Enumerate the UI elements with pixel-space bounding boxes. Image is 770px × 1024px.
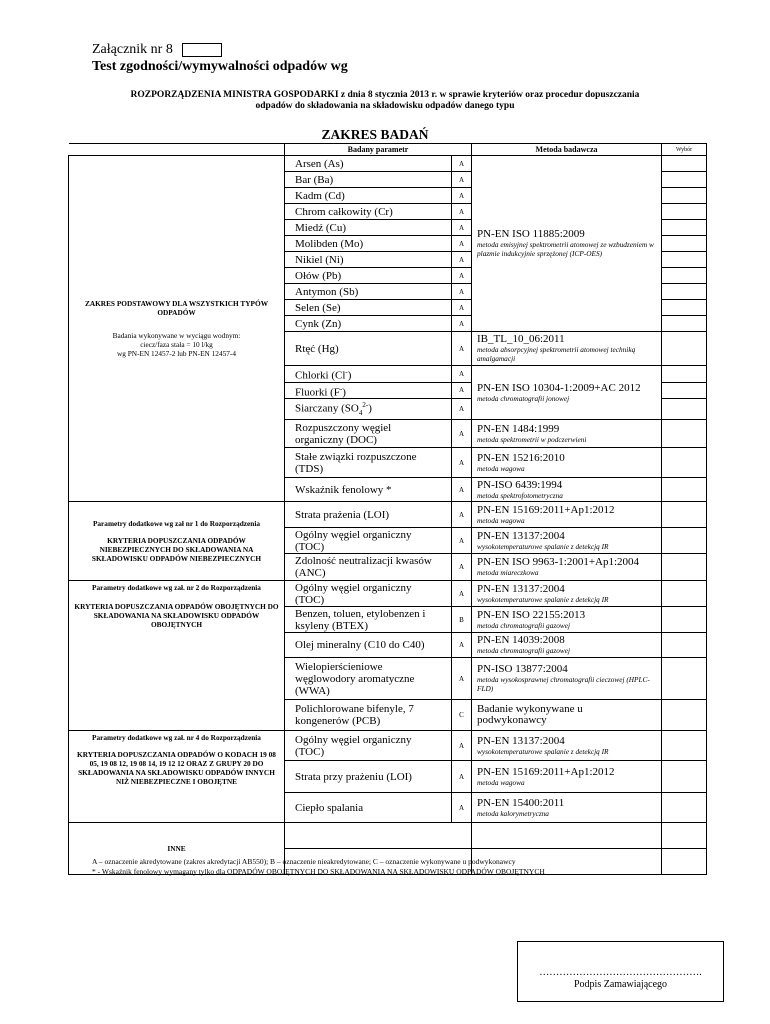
section-hazardous-title: KRYTERIA DOPUSZCZANIA ODPADÓW NIEBEZPIECZNYCH DO SKŁADOWANIA NA SKŁADOWISKU ODPADÓW NIEBEZPIECZNYCH	[91, 536, 262, 564]
code-cell: A	[452, 633, 472, 658]
select-cell[interactable]	[662, 581, 707, 607]
regulation-line-1: ROZPORZĄDZENIA MINISTRA GOSPODARKI z dnia 8 stycznia 2013 r. w sprawie kryteriów oraz procedur dopuszczania	[130, 90, 640, 100]
code-cell: A	[452, 554, 472, 581]
header-empty-cell	[69, 144, 285, 156]
method-cell-anions	[472, 366, 662, 420]
code-cell: A	[452, 382, 472, 399]
code-cell: A	[452, 236, 472, 252]
select-cell[interactable]	[662, 172, 707, 188]
param-cell: Siarczany $(SO_4^{2-})$	[285, 399, 452, 420]
section-other-than-hazardous	[69, 731, 285, 823]
section-basic-note-3: wg PN-EN 12457-2 lub PN-EN 12457-4	[117, 349, 236, 359]
method-cell: PN-EN 13137:2004 wysokotemperaturowe spalanie z detekcją IR	[472, 581, 662, 607]
method-cell: PN-EN 13137:2004 wysokotemperaturowe spalanie z detekcją IR	[472, 731, 662, 761]
col-header-method: Metoda badawcza	[472, 144, 662, 156]
method-cell: Badanie wykonywane u podwykonawcy	[472, 700, 662, 731]
select-cell[interactable]	[662, 502, 707, 528]
section-basic-note-1: Badania wykonywane w wyciągu wodnym:	[112, 331, 241, 341]
signature-line: ………………………………………….	[539, 967, 702, 978]
col-header-param: Badany parametr	[285, 144, 472, 156]
code-cell: A	[452, 204, 472, 220]
document-title: Test zgodności/wymywalności odpadów wg	[92, 59, 348, 74]
code-cell: A	[452, 731, 472, 761]
select-cell[interactable]	[662, 366, 707, 383]
param-cell: Molibden (Mo)	[285, 236, 452, 252]
param-cell: Chlorki (Cl-)	[285, 366, 452, 383]
code-cell: A	[452, 420, 472, 448]
param-cell: Ogólny węgiel organiczny (TOC)	[285, 731, 452, 761]
param-cell: Benzen, toluen, etylobenzen i ksyleny (BTEX)	[285, 607, 452, 633]
code-cell: A	[452, 300, 472, 316]
method-desc: metoda absorpcyjnej spektrometrii atomowej techniką amalgamacji	[477, 345, 636, 363]
code-cell: A	[452, 268, 472, 284]
method-cell: PN-EN ISO 9963-1:2001+Ap1:2004 metoda miareczkowa	[472, 554, 662, 581]
code-cell: A	[452, 188, 472, 204]
section-inert	[69, 581, 285, 731]
select-cell[interactable]	[662, 399, 707, 420]
code-cell: A	[452, 478, 472, 502]
select-cell[interactable]	[662, 823, 707, 849]
param-cell: Miedź (Cu)	[285, 220, 452, 236]
regulation-heading	[60, 90, 710, 112]
select-cell[interactable]	[662, 849, 707, 875]
select-cell[interactable]	[662, 382, 707, 399]
select-cell[interactable]	[662, 156, 707, 172]
select-cell[interactable]	[662, 528, 707, 554]
code-cell: A	[452, 581, 472, 607]
param-cell: Chrom całkowity (Cr)	[285, 204, 452, 220]
code-cell: A	[452, 658, 472, 700]
param-cell: Olej mineralny (C10 do C40)	[285, 633, 452, 658]
select-cell[interactable]	[662, 478, 707, 502]
method-norm: PN-EN ISO 11885:2009	[477, 228, 585, 240]
param-cell: Stałe związki rozpuszczone (TDS)	[285, 448, 452, 478]
param-cell: Arsen (As)	[285, 156, 452, 172]
code-cell: A	[452, 502, 472, 528]
section-other-label: INNE	[167, 844, 186, 854]
code-cell: A	[452, 793, 472, 823]
param-cell: Polichlorowane bifenyle, 7 kongenerów (PCB)	[285, 700, 452, 731]
section-hazardous	[69, 502, 285, 581]
table-row	[69, 156, 707, 172]
code-cell: A	[452, 366, 472, 383]
method-input-cell[interactable]	[472, 823, 662, 849]
param-cell: Zdolność neutralizacji kwasów (ANC)	[285, 554, 452, 581]
table-row	[69, 731, 707, 761]
select-cell[interactable]	[662, 448, 707, 478]
footnote-phenol: * - Wskaźnik fenolowy wymagany tylko dla ODPADÓW OBOJĘTNYCH DO SKŁADOWANIA NA SKŁADOWISKU ODPADÓW OBOJĘTNYCH	[92, 867, 545, 876]
section-basic-title: ZAKRES PODSTAWOWY DLA WSZYSTKICH TYPÓW ODPADÓW	[84, 299, 268, 318]
code-cell: A	[452, 156, 472, 172]
param-cell: Ciepło spalania	[285, 793, 452, 823]
method-cell: PN-EN 15400:2011 metoda kalorymetryczna	[472, 793, 662, 823]
param-cell: Cynk (Zn)	[285, 316, 452, 332]
select-cell[interactable]	[662, 220, 707, 236]
method-cell: PN-EN 14039:2008 metoda chromatografii gazowej	[472, 633, 662, 658]
scope-title: ZAKRES BADAŃ	[321, 127, 429, 142]
method-desc: metoda chromatografii jonowej	[477, 393, 570, 403]
param-cell: Ogólny węgiel organiczny (TOC)	[285, 581, 452, 607]
param-cell: Strata przy prażeniu (LOI)	[285, 761, 452, 793]
code-cell: A	[452, 252, 472, 268]
select-cell[interactable]	[662, 761, 707, 793]
method-cell	[472, 332, 662, 366]
table-row	[69, 502, 707, 528]
select-cell[interactable]	[662, 793, 707, 823]
param-cell: Strata prażenia (LOI)	[285, 502, 452, 528]
section-basic-scope	[69, 156, 285, 502]
method-cell: PN-ISO 6439:1994 metoda spektrofotometryczna	[472, 478, 662, 502]
footnote-legend: A – oznaczenie akredytowane (zakres akredytacji AB550); B – oznaczenie nieakredytowane; C – oznaczenie wykonywane u podwykonawcy	[92, 857, 516, 866]
regulation-line-2: odpadów do składowania na składowisku odpadów danego typu	[255, 101, 515, 111]
select-cell[interactable]	[662, 700, 707, 731]
section-other-ref: Parametry dodatkowe wg zał. nr 4 do Rozporządzenia	[92, 733, 261, 743]
param-cell: Wskaźnik fenolowy *	[285, 478, 452, 502]
select-cell[interactable]	[662, 420, 707, 448]
method-cell: PN-EN ISO 22155:2013 metoda chromatografii gazowej	[472, 607, 662, 633]
select-cell[interactable]	[662, 332, 707, 366]
select-cell[interactable]	[662, 316, 707, 332]
param-cell: Bar (Ba)	[285, 172, 452, 188]
code-cell: A	[452, 761, 472, 793]
method-cell: PN-EN 15216:2010 metoda wagowa	[472, 448, 662, 478]
param-cell: Ogólny węgiel organiczny (TOC)	[285, 528, 452, 554]
section-basic-note-2: ciecz/faza stała = 10 l/kg	[140, 340, 213, 350]
param-cell: Kadm (Cd)	[285, 188, 452, 204]
method-desc: metoda emisyjnej spektrometrii atomowej ze wzbudzeniem w plazmie indukcyjnie sprzężonej (ICP-OES)	[477, 240, 654, 258]
param-cell: Rtęć (Hg)	[285, 332, 452, 366]
code-cell: B	[452, 607, 472, 633]
section-inert-ref: Parametry dodatkowe wg zał. nr 2 do Rozporządzenia	[92, 583, 261, 593]
select-cell[interactable]	[662, 284, 707, 300]
code-cell: C	[452, 700, 472, 731]
section-hazardous-ref: Parametry dodatkowe wg zał nr 1 do Rozporządzenia	[92, 519, 261, 529]
method-cell: PN-ISO 13877:2004 metoda wysokosprawnej chromatografii cieczowej (HPLC-FLD)	[472, 658, 662, 700]
col-header-select: Wybór	[662, 144, 707, 156]
select-cell[interactable]	[662, 658, 707, 700]
param-cell: Fluorki (F-)	[285, 382, 452, 399]
select-cell[interactable]	[662, 554, 707, 581]
param-cell: Nikiel (Ni)	[285, 252, 452, 268]
select-cell[interactable]	[662, 607, 707, 633]
signature-box[interactable]	[517, 941, 724, 1002]
select-cell[interactable]	[662, 204, 707, 220]
code-cell: A	[452, 332, 472, 366]
method-cell: PN-EN 13137:2004 wysokotemperaturowe spalanie z detekcją IR	[472, 528, 662, 554]
section-other-title: KRYTERIA DOPUSZCZANIA ODPADÓW O KODACH 19 08 05, 19 08 12, 19 08 14, 19 12 12 ORAZ Z GRUPY 20 DO SKŁADOWANIA NA SKŁADOWISKU ODPADÓW INNYCH NIŻ NIEBEZPIECZNE I OBOJĘTNE	[77, 750, 276, 787]
table-row	[69, 823, 707, 849]
section-inert-title: KRYTERIA DOPUSZCZANIA ODPADÓW OBOJĘTNYCH DO SKŁADOWANIA NA SKŁADOWISKU ODPADÓW OBOJĘTNYCH	[74, 602, 279, 630]
param-cell: Antymon (Sb)	[285, 284, 452, 300]
code-cell: A	[452, 316, 472, 332]
table-row	[69, 581, 707, 607]
select-cell[interactable]	[662, 268, 707, 284]
select-cell[interactable]	[662, 300, 707, 316]
param-cell: Ołów (Pb)	[285, 268, 452, 284]
code-cell: A	[452, 172, 472, 188]
select-cell[interactable]	[662, 236, 707, 252]
method-norm: PN-EN ISO 10304-1:2009+AC 2012	[477, 381, 641, 394]
param-cell: Rozpuszczony węgiel organiczny (DOC)	[285, 420, 452, 448]
select-cell[interactable]	[662, 633, 707, 658]
table-header-row	[69, 144, 707, 156]
signature-label: Podpis Zamawiającego	[573, 979, 668, 990]
attachment-number-box[interactable]	[182, 43, 222, 57]
method-cell-metals	[472, 156, 662, 332]
method-cell: PN-EN 15169:2011+Ap1:2012 metoda wagowa	[472, 502, 662, 528]
select-cell[interactable]	[662, 252, 707, 268]
code-cell: A	[452, 528, 472, 554]
attachment-label: Załącznik nr 8	[92, 42, 173, 57]
param-cell: Selen (Se)	[285, 300, 452, 316]
code-cell: A	[452, 220, 472, 236]
method-cell: PN-EN 1484:1999 metoda spektrometrii w podczerwieni	[472, 420, 662, 448]
code-cell: A	[452, 284, 472, 300]
method-cell: PN-EN 15169:2011+Ap1:2012 metoda wagowa	[472, 761, 662, 793]
select-cell[interactable]	[662, 731, 707, 761]
param-input-cell[interactable]	[285, 823, 472, 849]
method-norm: IB_TL_10_06:2011	[477, 333, 565, 345]
code-cell: A	[452, 448, 472, 478]
select-cell[interactable]	[662, 188, 707, 204]
code-cell: A	[452, 399, 472, 420]
param-cell: Wielopierścieniowe węglowodory aromatyczne (WWA)	[285, 658, 452, 700]
test-scope-table	[68, 143, 707, 875]
